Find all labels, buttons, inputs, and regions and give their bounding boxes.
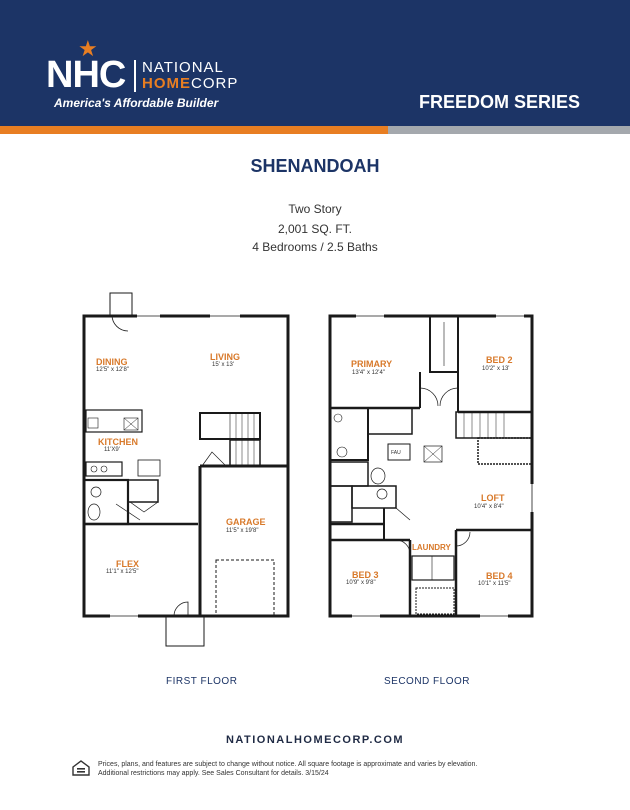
logo-word-national: NATIONAL — [142, 59, 224, 76]
room-label-loft: LOFT — [481, 493, 505, 503]
star-icon: ★ — [78, 36, 98, 61]
room-dim-primary: 13'4" x 12'4" — [352, 370, 385, 376]
room-label-primary: PRIMARY — [351, 359, 393, 369]
room-label-laundry: LAUNDRY — [412, 543, 451, 552]
disclaimer — [98, 760, 598, 778]
spec-beds-baths: 4 Bedrooms / 2.5 Baths — [252, 240, 378, 254]
disclaimer-line-1: Prices, plans, and features are subject to change without notice. All square footage is approximate and varies by elevation. — [98, 761, 478, 768]
spec-stories: Two Story — [288, 202, 342, 216]
room-dim-loft: 10'4" x 8'4" — [474, 504, 504, 510]
logo-word-home: HOME — [142, 75, 191, 92]
room-label-garage: GARAGE — [226, 517, 266, 527]
room-dim-dining: 12'5" x 12'8" — [96, 367, 129, 373]
room-dim-bed-2: 10'2" x 13' — [482, 366, 510, 372]
second-floor-label: SECOND FLOOR — [384, 676, 471, 687]
logo-mark: NHC — [46, 54, 126, 96]
website-link[interactable]: NATIONALHOMECORP.COM — [225, 734, 405, 746]
first-floor-label: FIRST FLOOR — [166, 676, 238, 687]
room-dim-garage: 11'5" x 19'8" — [226, 528, 259, 534]
fau-label: FAU — [391, 450, 401, 456]
tagline: America's Affordable Builder — [54, 96, 219, 110]
room-label-dining: DINING — [96, 357, 128, 367]
logo-word-corp: CORP — [191, 75, 239, 92]
room-label-bed-2: BED 2 — [486, 355, 513, 365]
spec-sqft: 2,001 SQ. FT. — [277, 222, 353, 236]
room-dim-bed-3: 10'9" x 9'8" — [346, 580, 376, 586]
room-label-flex: FLEX — [116, 559, 140, 569]
room-label-bed-4: BED 4 — [486, 571, 513, 581]
room-dim-kitchen: 11'X9' — [104, 447, 120, 453]
model-name: SHENANDOAH — [250, 156, 380, 176]
room-label-bed-3: BED 3 — [352, 570, 379, 580]
room-label-living: LIVING — [210, 352, 241, 362]
disclaimer-line-2: Additional restrictions may apply. See Sales Consultant for details. 3/15/24 — [98, 770, 329, 777]
room-label-kitchen: KITCHEN — [98, 437, 138, 447]
room-dim-living: 15' x 13' — [212, 362, 234, 368]
room-dim-bed-4: 10'1" x 11'5" — [478, 581, 511, 587]
room-dim-flex: 11'1" x 12'5" — [106, 569, 139, 575]
series-title: FREEDOM SERIES — [418, 92, 580, 112]
equal-housing-opportunity-icon — [72, 760, 90, 776]
